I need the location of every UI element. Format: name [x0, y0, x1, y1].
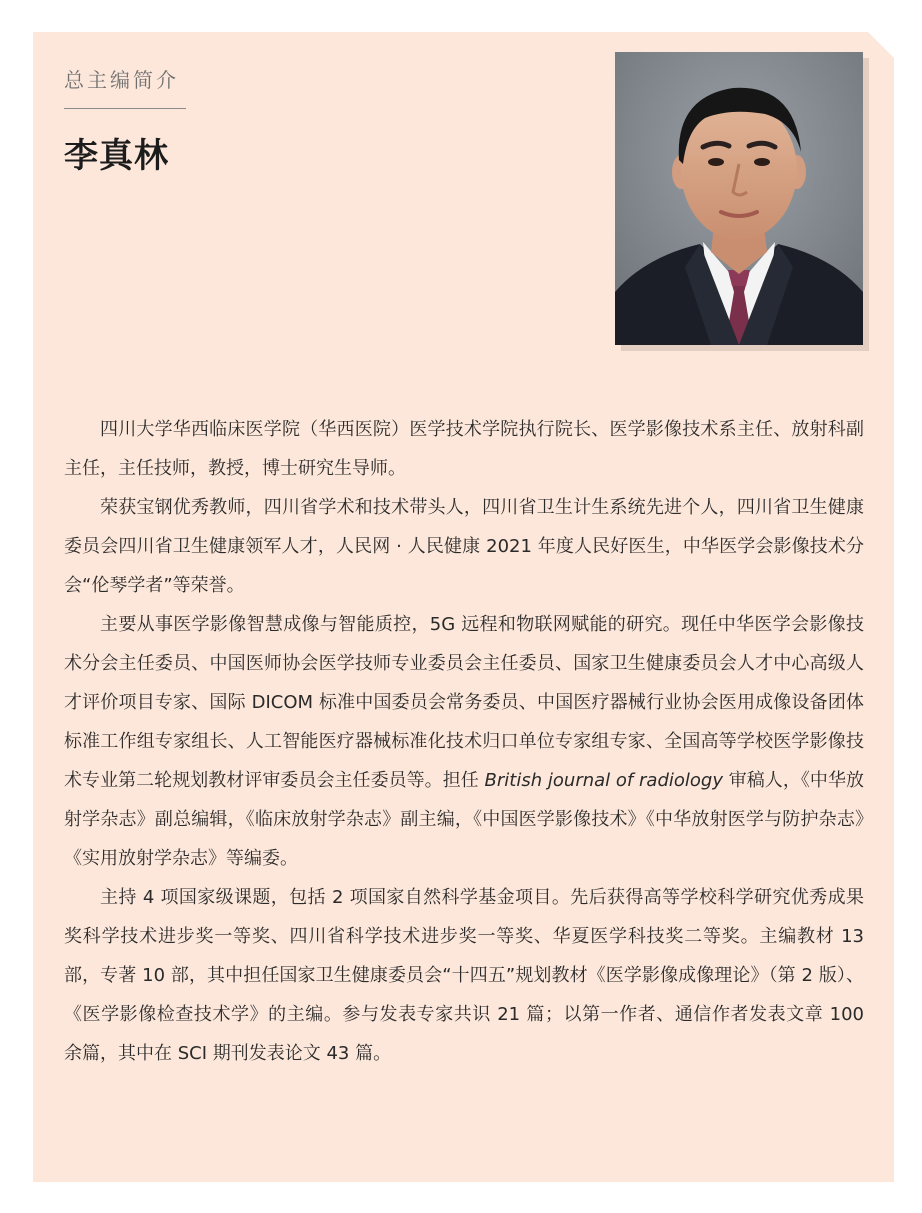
biography	[64, 410, 864, 1073]
bio-paragraph-2: 荣获宝钢优秀教师，四川省学术和技术带头人，四川省卫生计生系统先进个人，四川省卫生健康委员会四川省卫生健康领军人才，人民网 · 人民健康 2021 年度人民好医生，中华医学会影像技术分会“伦琴学者”等荣誉。	[64, 497, 864, 596]
section-divider	[64, 108, 186, 109]
bio-paragraph-3	[64, 605, 864, 878]
section-label: 总主编简介	[64, 68, 179, 92]
portrait-illustration	[615, 52, 863, 345]
journal-title: British journal of radiology	[484, 770, 723, 791]
bio-p3-text-1: 主要从事医学影像智慧成像与智能质控，5G 远程和物联网赋能的研究。现任中华医学会影像技术分会主任委员、中国医师协会医学技师专业委员会主任委员、国家卫生健康委员会人才中心高级人才评价项目专家、国际 DICOM 标准中国委员会常务委员、中国医疗器械行业协会医用成像设备团体标准工作组专家组长、人工智能医疗器械标准化技术归口单位专家组专家、全国高等学校医学影像技术专业第二轮规划教材评审委员会主任委员等。担任	[64, 614, 864, 791]
editor-name: 李真林	[64, 136, 169, 176]
portrait-photo	[615, 52, 863, 345]
bio-paragraph-4: 主持 4 项国家级课题，包括 2 项国家自然科学基金项目。先后获得高等学校科学研究优秀成果奖科学技术进步奖一等奖、四川省科学技术进步奖一等奖、华夏医学科技奖二等奖。主编教材 13 部，专著 10 部，其中担任国家卫生健康委员会“十四五”规划教材《医学影像成像理论》（第 2 版）、《医学影像检查技术学》的主编。参与发表专家共识 21 篇；以第一作者、通信作者发表文章 100 余篇，其中在 SCI 期刊发表论文 43 篇。	[64, 887, 864, 1064]
bio-paragraph-1: 四川大学华西临床医学院（华西医院）医学技术学院执行院长、医学影像技术系主任、放射科副主任，主任技师，教授，博士研究生导师。	[64, 419, 864, 479]
bio-p3-text-2: 审稿人，《中华放射学杂志》副总编辑，《临床放射学杂志》副主编，《中国医学影像技术》《中华放射医学与防护杂志》《实用放射学杂志》等编委。	[64, 770, 864, 869]
